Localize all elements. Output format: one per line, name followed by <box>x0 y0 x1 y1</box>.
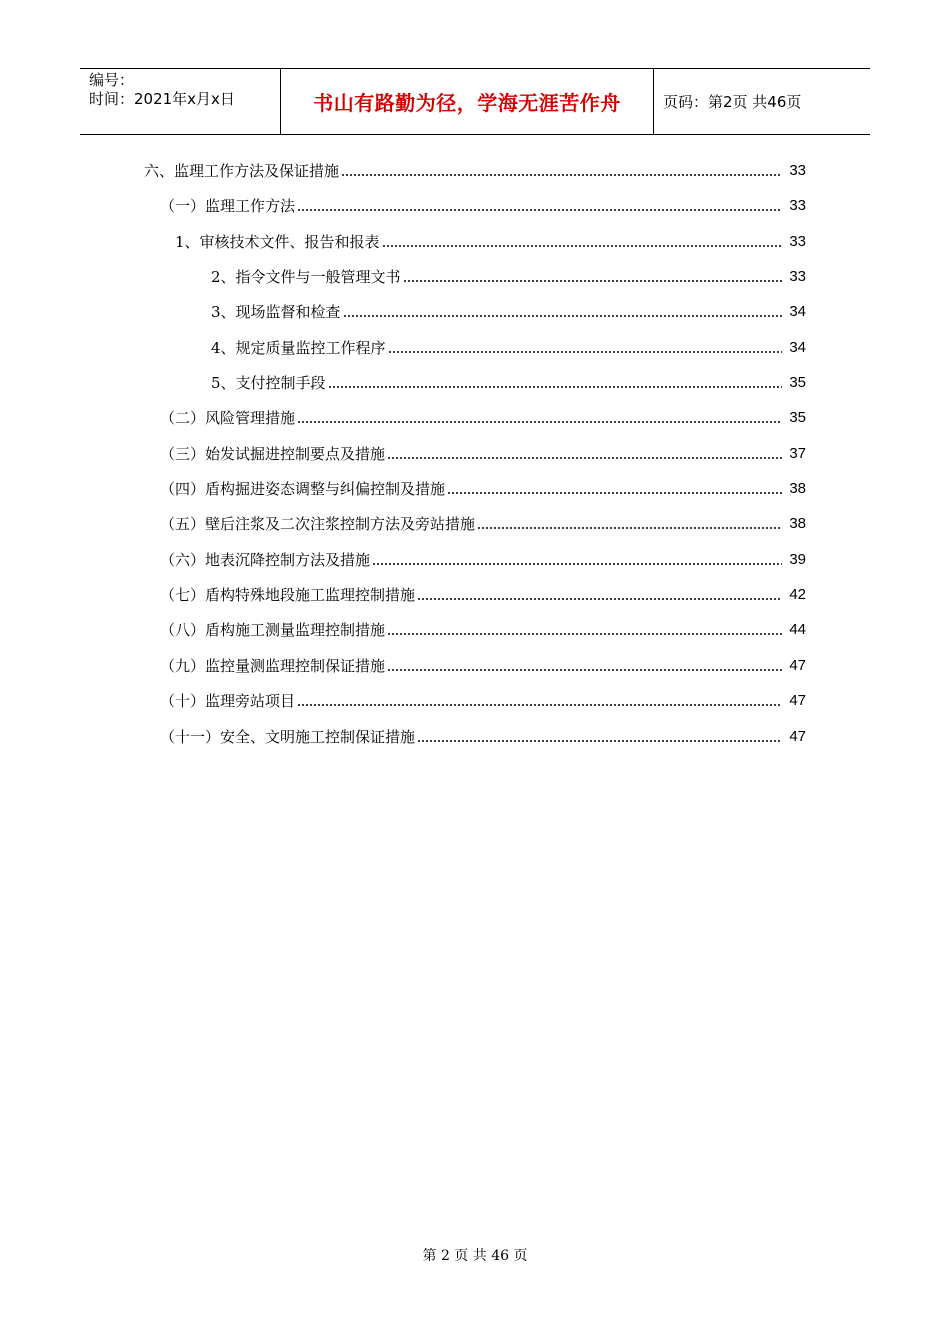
toc-entry-title: （五）壁后注浆及二次注浆控制方法及旁站措施 <box>160 514 476 533</box>
document-number-label: 编号： <box>89 71 135 89</box>
toc-entry-page: 37 <box>789 444 806 462</box>
toc-leader-dots <box>387 633 782 635</box>
toc-entry[interactable] <box>211 329 806 365</box>
toc-leader-dots <box>343 315 782 317</box>
toc-entry-title: （四）盾构掘进姿态调整与纠偏控制及措施 <box>160 479 446 498</box>
header-meta-cell <box>80 69 281 134</box>
toc-entry[interactable] <box>175 223 806 259</box>
toc-entry[interactable] <box>160 611 806 647</box>
toc-entry-page: 35 <box>789 373 806 391</box>
toc-entry-title: 3、现场监督和检查 <box>211 302 341 321</box>
toc-leader-dots <box>477 527 782 529</box>
toc-entry[interactable] <box>160 399 806 435</box>
toc-entry[interactable] <box>211 364 806 400</box>
toc-entry-title: （三）始发试掘进控制要点及措施 <box>160 444 386 463</box>
toc-leader-dots <box>403 280 782 282</box>
toc-entry-title: 六、监理工作方法及保证措施 <box>144 161 340 180</box>
header-page-info: 页码：第2页 共46页 <box>663 93 802 111</box>
toc-entry-title: （八）盾构施工测量监理控制措施 <box>160 620 386 639</box>
toc-entry[interactable] <box>144 152 806 188</box>
toc-leader-dots <box>417 598 782 600</box>
toc-leader-dots <box>297 421 782 423</box>
toc-entry-title: （六）地表沉降控制方法及措施 <box>160 550 371 569</box>
toc-entry-page: 42 <box>789 585 806 603</box>
toc-leader-dots <box>447 492 782 494</box>
toc-leader-dots <box>297 209 782 211</box>
toc-entry-page: 39 <box>789 550 806 568</box>
toc-entry-title: （二）风险管理措施 <box>160 408 296 427</box>
toc-entry-title: 2、指令文件与一般管理文书 <box>211 267 401 286</box>
toc-entry-title: 1、审核技术文件、报告和报表 <box>175 232 380 251</box>
toc-entry-title: 4、规定质量监控工作程序 <box>211 338 386 357</box>
header-page-cell <box>654 69 870 134</box>
toc-entry-title: （七）盾构特殊地段施工监理控制措施 <box>160 585 416 604</box>
header-motto-cell <box>281 69 654 134</box>
toc-entry-page: 38 <box>789 514 806 532</box>
toc-entry-title: （十一）安全、文明施工控制保证措施 <box>160 727 416 746</box>
toc-leader-dots <box>382 245 782 247</box>
toc-entry[interactable] <box>160 470 806 506</box>
toc-entry-page: 33 <box>789 196 806 214</box>
toc-entry-page: 33 <box>789 232 806 250</box>
toc-leader-dots <box>328 386 782 388</box>
toc-leader-dots <box>387 457 782 459</box>
toc-entry-page: 33 <box>789 267 806 285</box>
toc-entry-page: 34 <box>789 338 806 356</box>
toc-entry-page: 34 <box>789 302 806 320</box>
toc-entry[interactable] <box>211 258 806 294</box>
toc-entry-page: 47 <box>789 727 806 745</box>
toc-leader-dots <box>388 351 782 353</box>
toc-entry[interactable] <box>160 647 806 683</box>
toc-entry-title: （九）监控量测监理控制保证措施 <box>160 656 386 675</box>
toc-entry[interactable] <box>160 541 806 577</box>
toc-entry-page: 33 <box>789 161 806 179</box>
toc-leader-dots <box>417 740 782 742</box>
toc-entry-title: （一）监理工作方法 <box>160 196 296 215</box>
toc-leader-dots <box>297 704 782 706</box>
toc-entry-page: 35 <box>789 408 806 426</box>
toc-entry-page: 44 <box>789 620 806 638</box>
toc-entry[interactable] <box>160 505 806 541</box>
page-header <box>80 68 870 135</box>
header-motto: 书山有路勤为径，学海无涯苦作舟 <box>313 91 621 115</box>
page-footer <box>0 1245 950 1265</box>
toc-entry-title: 5、支付控制手段 <box>211 373 326 392</box>
toc-entry[interactable] <box>160 682 806 718</box>
toc-entry-page: 47 <box>789 656 806 674</box>
toc-entry[interactable] <box>211 293 806 329</box>
toc-entry[interactable] <box>160 576 806 612</box>
toc-leader-dots <box>372 563 782 565</box>
toc-entry-title: （十）监理旁站项目 <box>160 691 296 710</box>
toc-entry[interactable] <box>160 187 806 223</box>
toc-entry-page: 47 <box>789 691 806 709</box>
document-time-label: 时间：2021年x月x日 <box>89 90 235 108</box>
toc-entry[interactable] <box>160 435 806 471</box>
toc-leader-dots <box>387 669 782 671</box>
toc-leader-dots <box>341 174 782 176</box>
footer-page-number: 第 2 页 共 46 页 <box>422 1248 528 1264</box>
toc-entry[interactable] <box>160 718 806 754</box>
toc-entry-page: 38 <box>789 479 806 497</box>
